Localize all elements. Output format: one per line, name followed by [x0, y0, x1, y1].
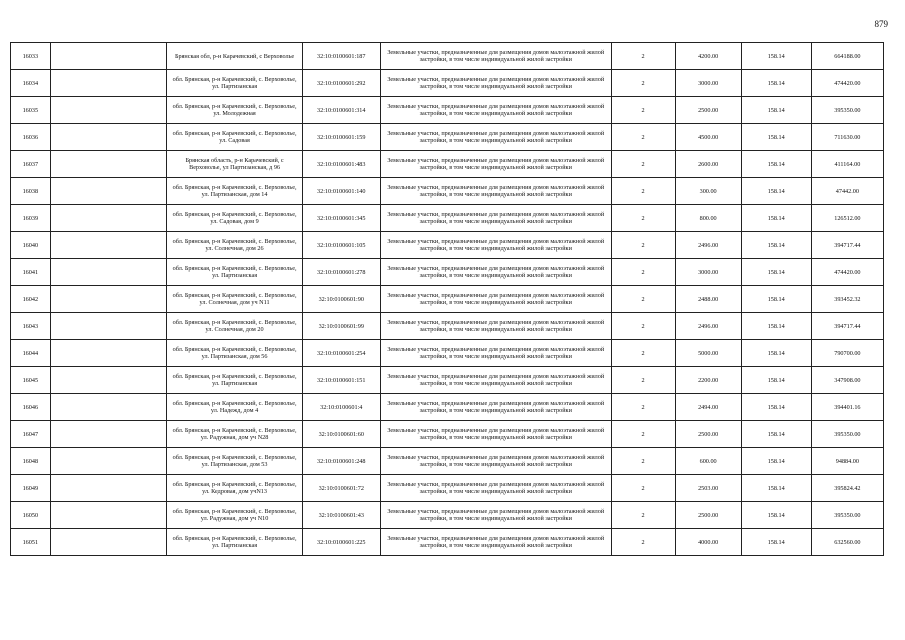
permitted-use-cell: Земельные участки, предназначенные для размещения домов малоэтажной жилой застройки, в том числе индивидуальной жилой застройки — [380, 259, 611, 286]
cadastral-number-cell: 32:10:0100601:314 — [302, 97, 380, 124]
permitted-use-cell: Земельные участки, предназначенные для размещения домов малоэтажной жилой застройки, в том числе индивидуальной жилой застройки — [380, 151, 611, 178]
table-row — [11, 421, 884, 448]
permitted-use-cell: Земельные участки, предназначенные для размещения домов малоэтажной жилой застройки, в том числе индивидуальной жилой застройки — [380, 475, 611, 502]
permitted-use-cell: Земельные участки, предназначенные для размещения домов малоэтажной жилой застройки, в том числе индивидуальной жилой застройки — [380, 70, 611, 97]
cadastral-number-cell: 32:10:0100601:105 — [302, 232, 380, 259]
row-number-cell: 16035 — [11, 97, 51, 124]
address-cell: обл. Брянская, р-н Карачевский, с. Верховолье, ул. Радужная, дом уч N28 — [167, 421, 302, 448]
cadastral-number-cell: 32:10:0100601:90 — [302, 286, 380, 313]
address-cell: обл. Брянская, р-н Карачевский, с. Верховолье, ул. Садовая, дом 9 — [167, 205, 302, 232]
row-number-cell: 16047 — [11, 421, 51, 448]
land-registry-table — [10, 42, 884, 556]
empty-cell — [50, 502, 167, 529]
cadastral-value-cell: 395350.00 — [811, 421, 883, 448]
area-cell: 2500.00 — [675, 421, 741, 448]
cadastral-value-cell: 395350.00 — [811, 502, 883, 529]
specific-value-cell: 158.14 — [741, 286, 811, 313]
specific-value-cell: 158.14 — [741, 259, 811, 286]
group-code-cell: 2 — [611, 340, 675, 367]
cadastral-number-cell: 32:10:0100601:278 — [302, 259, 380, 286]
cadastral-value-cell: 394717.44 — [811, 232, 883, 259]
table-row — [11, 394, 884, 421]
permitted-use-cell: Земельные участки, предназначенные для размещения домов малоэтажной жилой застройки, в том числе индивидуальной жилой застройки — [380, 97, 611, 124]
cadastral-value-cell: 474420.00 — [811, 259, 883, 286]
row-number-cell: 16045 — [11, 367, 51, 394]
cadastral-number-cell: 32:10:0100601:292 — [302, 70, 380, 97]
specific-value-cell: 158.14 — [741, 178, 811, 205]
specific-value-cell: 158.14 — [741, 124, 811, 151]
address-cell: Брянская обл, р-н Карачевский, с Верховолье — [167, 43, 302, 70]
cadastral-number-cell: 32:10:0100601:225 — [302, 529, 380, 556]
cadastral-value-cell: 711630.00 — [811, 124, 883, 151]
cadastral-number-cell: 32:10:0100601:72 — [302, 475, 380, 502]
area-cell: 2600.00 — [675, 151, 741, 178]
group-code-cell: 2 — [611, 259, 675, 286]
address-cell: обл. Брянская, р-н Карачевский, с. Верховолье, ул. Партизанская, дом 56 — [167, 340, 302, 367]
empty-cell — [50, 394, 167, 421]
area-cell: 3000.00 — [675, 70, 741, 97]
address-cell: обл. Брянская, р-н Карачевский, с. Верховолье, ул. Партизанская — [167, 259, 302, 286]
address-cell: обл. Брянская, р-н Карачевский, с. Верховолье, ул. Садовая — [167, 124, 302, 151]
group-code-cell: 2 — [611, 313, 675, 340]
row-number-cell: 16036 — [11, 124, 51, 151]
page-number: 879 — [874, 19, 888, 29]
permitted-use-cell: Земельные участки, предназначенные для размещения домов малоэтажной жилой застройки, в том числе индивидуальной жилой застройки — [380, 178, 611, 205]
permitted-use-cell: Земельные участки, предназначенные для размещения домов малоэтажной жилой застройки, в том числе индивидуальной жилой застройки — [380, 124, 611, 151]
table-row — [11, 502, 884, 529]
empty-cell — [50, 421, 167, 448]
area-cell: 3000.00 — [675, 259, 741, 286]
table-row — [11, 313, 884, 340]
table-row — [11, 70, 884, 97]
address-cell: обл. Брянская, р-н Карачевский, с. Верховолье, ул. Партизанская — [167, 367, 302, 394]
group-code-cell: 2 — [611, 475, 675, 502]
cadastral-number-cell: 32:10:0100601:187 — [302, 43, 380, 70]
empty-cell — [50, 70, 167, 97]
cadastral-value-cell: 664188.00 — [811, 43, 883, 70]
permitted-use-cell: Земельные участки, предназначенные для размещения домов малоэтажной жилой застройки, в том числе индивидуальной жилой застройки — [380, 421, 611, 448]
area-cell: 2500.00 — [675, 502, 741, 529]
specific-value-cell: 158.14 — [741, 394, 811, 421]
empty-cell — [50, 178, 167, 205]
table-row — [11, 529, 884, 556]
group-code-cell: 2 — [611, 205, 675, 232]
cadastral-value-cell: 790700.00 — [811, 340, 883, 367]
address-cell: Брянская область, р-н Карачевский, с Верховолье, ул Партизанская, д 96 — [167, 151, 302, 178]
area-cell: 5000.00 — [675, 340, 741, 367]
area-cell: 2496.00 — [675, 313, 741, 340]
permitted-use-cell: Земельные участки, предназначенные для размещения домов малоэтажной жилой застройки, в том числе индивидуальной жилой застройки — [380, 340, 611, 367]
specific-value-cell: 158.14 — [741, 367, 811, 394]
specific-value-cell: 158.14 — [741, 340, 811, 367]
empty-cell — [50, 259, 167, 286]
table-row — [11, 475, 884, 502]
cadastral-value-cell: 411164.00 — [811, 151, 883, 178]
group-code-cell: 2 — [611, 448, 675, 475]
row-number-cell: 16042 — [11, 286, 51, 313]
row-number-cell: 16051 — [11, 529, 51, 556]
address-cell: обл. Брянская, р-н Карачевский, с. Верховолье, ул. Партизанская, дом 14 — [167, 178, 302, 205]
empty-cell — [50, 313, 167, 340]
cadastral-number-cell: 32:10:0100601:483 — [302, 151, 380, 178]
address-cell: обл. Брянская, р-н Карачевский, с. Верховолье, ул. Солнечная, дом уч N11 — [167, 286, 302, 313]
group-code-cell: 2 — [611, 151, 675, 178]
group-code-cell: 2 — [611, 286, 675, 313]
area-cell: 2494.00 — [675, 394, 741, 421]
table-row — [11, 340, 884, 367]
specific-value-cell: 158.14 — [741, 313, 811, 340]
permitted-use-cell: Земельные участки, предназначенные для размещения домов малоэтажной жилой застройки, в том числе индивидуальной жилой застройки — [380, 232, 611, 259]
permitted-use-cell: Земельные участки, предназначенные для размещения домов малоэтажной жилой застройки, в том числе индивидуальной жилой застройки — [380, 43, 611, 70]
cadastral-value-cell: 394717.44 — [811, 313, 883, 340]
row-number-cell: 16037 — [11, 151, 51, 178]
specific-value-cell: 158.14 — [741, 502, 811, 529]
empty-cell — [50, 43, 167, 70]
cadastral-number-cell: 32:10:0100601:151 — [302, 367, 380, 394]
cadastral-value-cell: 393452.32 — [811, 286, 883, 313]
area-cell: 4500.00 — [675, 124, 741, 151]
cadastral-value-cell: 126512.00 — [811, 205, 883, 232]
cadastral-value-cell: 474420.00 — [811, 70, 883, 97]
address-cell: обл. Брянская, р-н Карачевский, с. Верховолье, ул. Молодежная — [167, 97, 302, 124]
row-number-cell: 16044 — [11, 340, 51, 367]
area-cell: 800.00 — [675, 205, 741, 232]
address-cell: обл. Брянская, р-н Карачевский, с. Верховолье, ул. Партизанская — [167, 70, 302, 97]
cadastral-value-cell: 395350.00 — [811, 97, 883, 124]
address-cell: обл. Брянская, р-н Карачевский, с. Верховолье, ул. Солнечная, дом 20 — [167, 313, 302, 340]
group-code-cell: 2 — [611, 70, 675, 97]
group-code-cell: 2 — [611, 124, 675, 151]
area-cell: 2500.00 — [675, 97, 741, 124]
specific-value-cell: 158.14 — [741, 421, 811, 448]
empty-cell — [50, 340, 167, 367]
specific-value-cell: 158.14 — [741, 151, 811, 178]
empty-cell — [50, 367, 167, 394]
empty-cell — [50, 205, 167, 232]
area-cell: 2200.00 — [675, 367, 741, 394]
row-number-cell: 16041 — [11, 259, 51, 286]
cadastral-value-cell: 632560.00 — [811, 529, 883, 556]
empty-cell — [50, 97, 167, 124]
address-cell: обл. Брянская, р-н Карачевский, с. Верховолье, ул. Партизанская — [167, 529, 302, 556]
area-cell: 4000.00 — [675, 529, 741, 556]
area-cell: 2503.00 — [675, 475, 741, 502]
area-cell: 4200.00 — [675, 43, 741, 70]
empty-cell — [50, 124, 167, 151]
specific-value-cell: 158.14 — [741, 205, 811, 232]
permitted-use-cell: Земельные участки, предназначенные для размещения домов малоэтажной жилой застройки, в том числе индивидуальной жилой застройки — [380, 367, 611, 394]
cadastral-number-cell: 32:10:0100601:99 — [302, 313, 380, 340]
row-number-cell: 16040 — [11, 232, 51, 259]
address-cell: обл. Брянская, р-н Карачевский, с. Верховолье, ул. Кедровая, дом учN13 — [167, 475, 302, 502]
cadastral-number-cell: 32:10:0100601:254 — [302, 340, 380, 367]
table-row — [11, 232, 884, 259]
empty-cell — [50, 232, 167, 259]
specific-value-cell: 158.14 — [741, 70, 811, 97]
specific-value-cell: 158.14 — [741, 43, 811, 70]
area-cell: 2488.00 — [675, 286, 741, 313]
group-code-cell: 2 — [611, 178, 675, 205]
group-code-cell: 2 — [611, 232, 675, 259]
specific-value-cell: 158.14 — [741, 475, 811, 502]
row-number-cell: 16046 — [11, 394, 51, 421]
table-row — [11, 286, 884, 313]
empty-cell — [50, 151, 167, 178]
group-code-cell: 2 — [611, 529, 675, 556]
group-code-cell: 2 — [611, 97, 675, 124]
cadastral-value-cell: 47442.00 — [811, 178, 883, 205]
specific-value-cell: 158.14 — [741, 448, 811, 475]
cadastral-value-cell: 347908.00 — [811, 367, 883, 394]
cadastral-number-cell: 32:10:0100601:140 — [302, 178, 380, 205]
permitted-use-cell: Земельные участки, предназначенные для размещения домов малоэтажной жилой застройки, в том числе индивидуальной жилой застройки — [380, 313, 611, 340]
address-cell: обл. Брянская, р-н Карачевский, с. Верховолье, ул. Солнечная, дом 26 — [167, 232, 302, 259]
address-cell: обл. Брянская, р-н Карачевский, с. Верховолье, ул. Партизанская, дом 53 — [167, 448, 302, 475]
empty-cell — [50, 448, 167, 475]
table-row — [11, 97, 884, 124]
area-cell: 600.00 — [675, 448, 741, 475]
table-row — [11, 124, 884, 151]
empty-cell — [50, 286, 167, 313]
cadastral-value-cell: 394401.16 — [811, 394, 883, 421]
address-cell: обл. Брянская, р-н Карачевский, с. Верховолье, ул. Радужная, дом уч N10 — [167, 502, 302, 529]
permitted-use-cell: Земельные участки, предназначенные для размещения домов малоэтажной жилой застройки, в том числе индивидуальной жилой застройки — [380, 448, 611, 475]
specific-value-cell: 158.14 — [741, 232, 811, 259]
cadastral-number-cell: 32:10:0100601:4 — [302, 394, 380, 421]
cadastral-number-cell: 32:10:0100601:43 — [302, 502, 380, 529]
permitted-use-cell: Земельные участки, предназначенные для размещения домов малоэтажной жилой застройки, в том числе индивидуальной жилой застройки — [380, 205, 611, 232]
cadastral-number-cell: 32:10:0100601:159 — [302, 124, 380, 151]
row-number-cell: 16048 — [11, 448, 51, 475]
row-number-cell: 16050 — [11, 502, 51, 529]
table-row — [11, 448, 884, 475]
cadastral-value-cell: 395824.42 — [811, 475, 883, 502]
row-number-cell: 16043 — [11, 313, 51, 340]
cadastral-number-cell: 32:10:0100601:60 — [302, 421, 380, 448]
table-row — [11, 259, 884, 286]
table-row — [11, 205, 884, 232]
area-cell: 300.00 — [675, 178, 741, 205]
registry-table-body — [11, 43, 884, 556]
cadastral-value-cell: 94884.00 — [811, 448, 883, 475]
permitted-use-cell: Земельные участки, предназначенные для размещения домов малоэтажной жилой застройки, в том числе индивидуальной жилой застройки — [380, 502, 611, 529]
group-code-cell: 2 — [611, 367, 675, 394]
specific-value-cell: 158.14 — [741, 529, 811, 556]
group-code-cell: 2 — [611, 502, 675, 529]
specific-value-cell: 158.14 — [741, 97, 811, 124]
cadastral-number-cell: 32:10:0100601:345 — [302, 205, 380, 232]
group-code-cell: 2 — [611, 394, 675, 421]
group-code-cell: 2 — [611, 43, 675, 70]
row-number-cell: 16049 — [11, 475, 51, 502]
group-code-cell: 2 — [611, 421, 675, 448]
row-number-cell: 16039 — [11, 205, 51, 232]
table-row — [11, 178, 884, 205]
permitted-use-cell: Земельные участки, предназначенные для размещения домов малоэтажной жилой застройки, в том числе индивидуальной жилой застройки — [380, 529, 611, 556]
row-number-cell: 16034 — [11, 70, 51, 97]
empty-cell — [50, 529, 167, 556]
area-cell: 2496.00 — [675, 232, 741, 259]
row-number-cell: 16038 — [11, 178, 51, 205]
empty-cell — [50, 475, 167, 502]
table-row — [11, 367, 884, 394]
cadastral-number-cell: 32:10:0100601:248 — [302, 448, 380, 475]
row-number-cell: 16033 — [11, 43, 51, 70]
table-row — [11, 151, 884, 178]
permitted-use-cell: Земельные участки, предназначенные для размещения домов малоэтажной жилой застройки, в том числе индивидуальной жилой застройки — [380, 394, 611, 421]
table-row — [11, 43, 884, 70]
address-cell: обл. Брянская, р-н Карачевский, с. Верховолье, ул. Надежд, дом 4 — [167, 394, 302, 421]
permitted-use-cell: Земельные участки, предназначенные для размещения домов малоэтажной жилой застройки, в том числе индивидуальной жилой застройки — [380, 286, 611, 313]
